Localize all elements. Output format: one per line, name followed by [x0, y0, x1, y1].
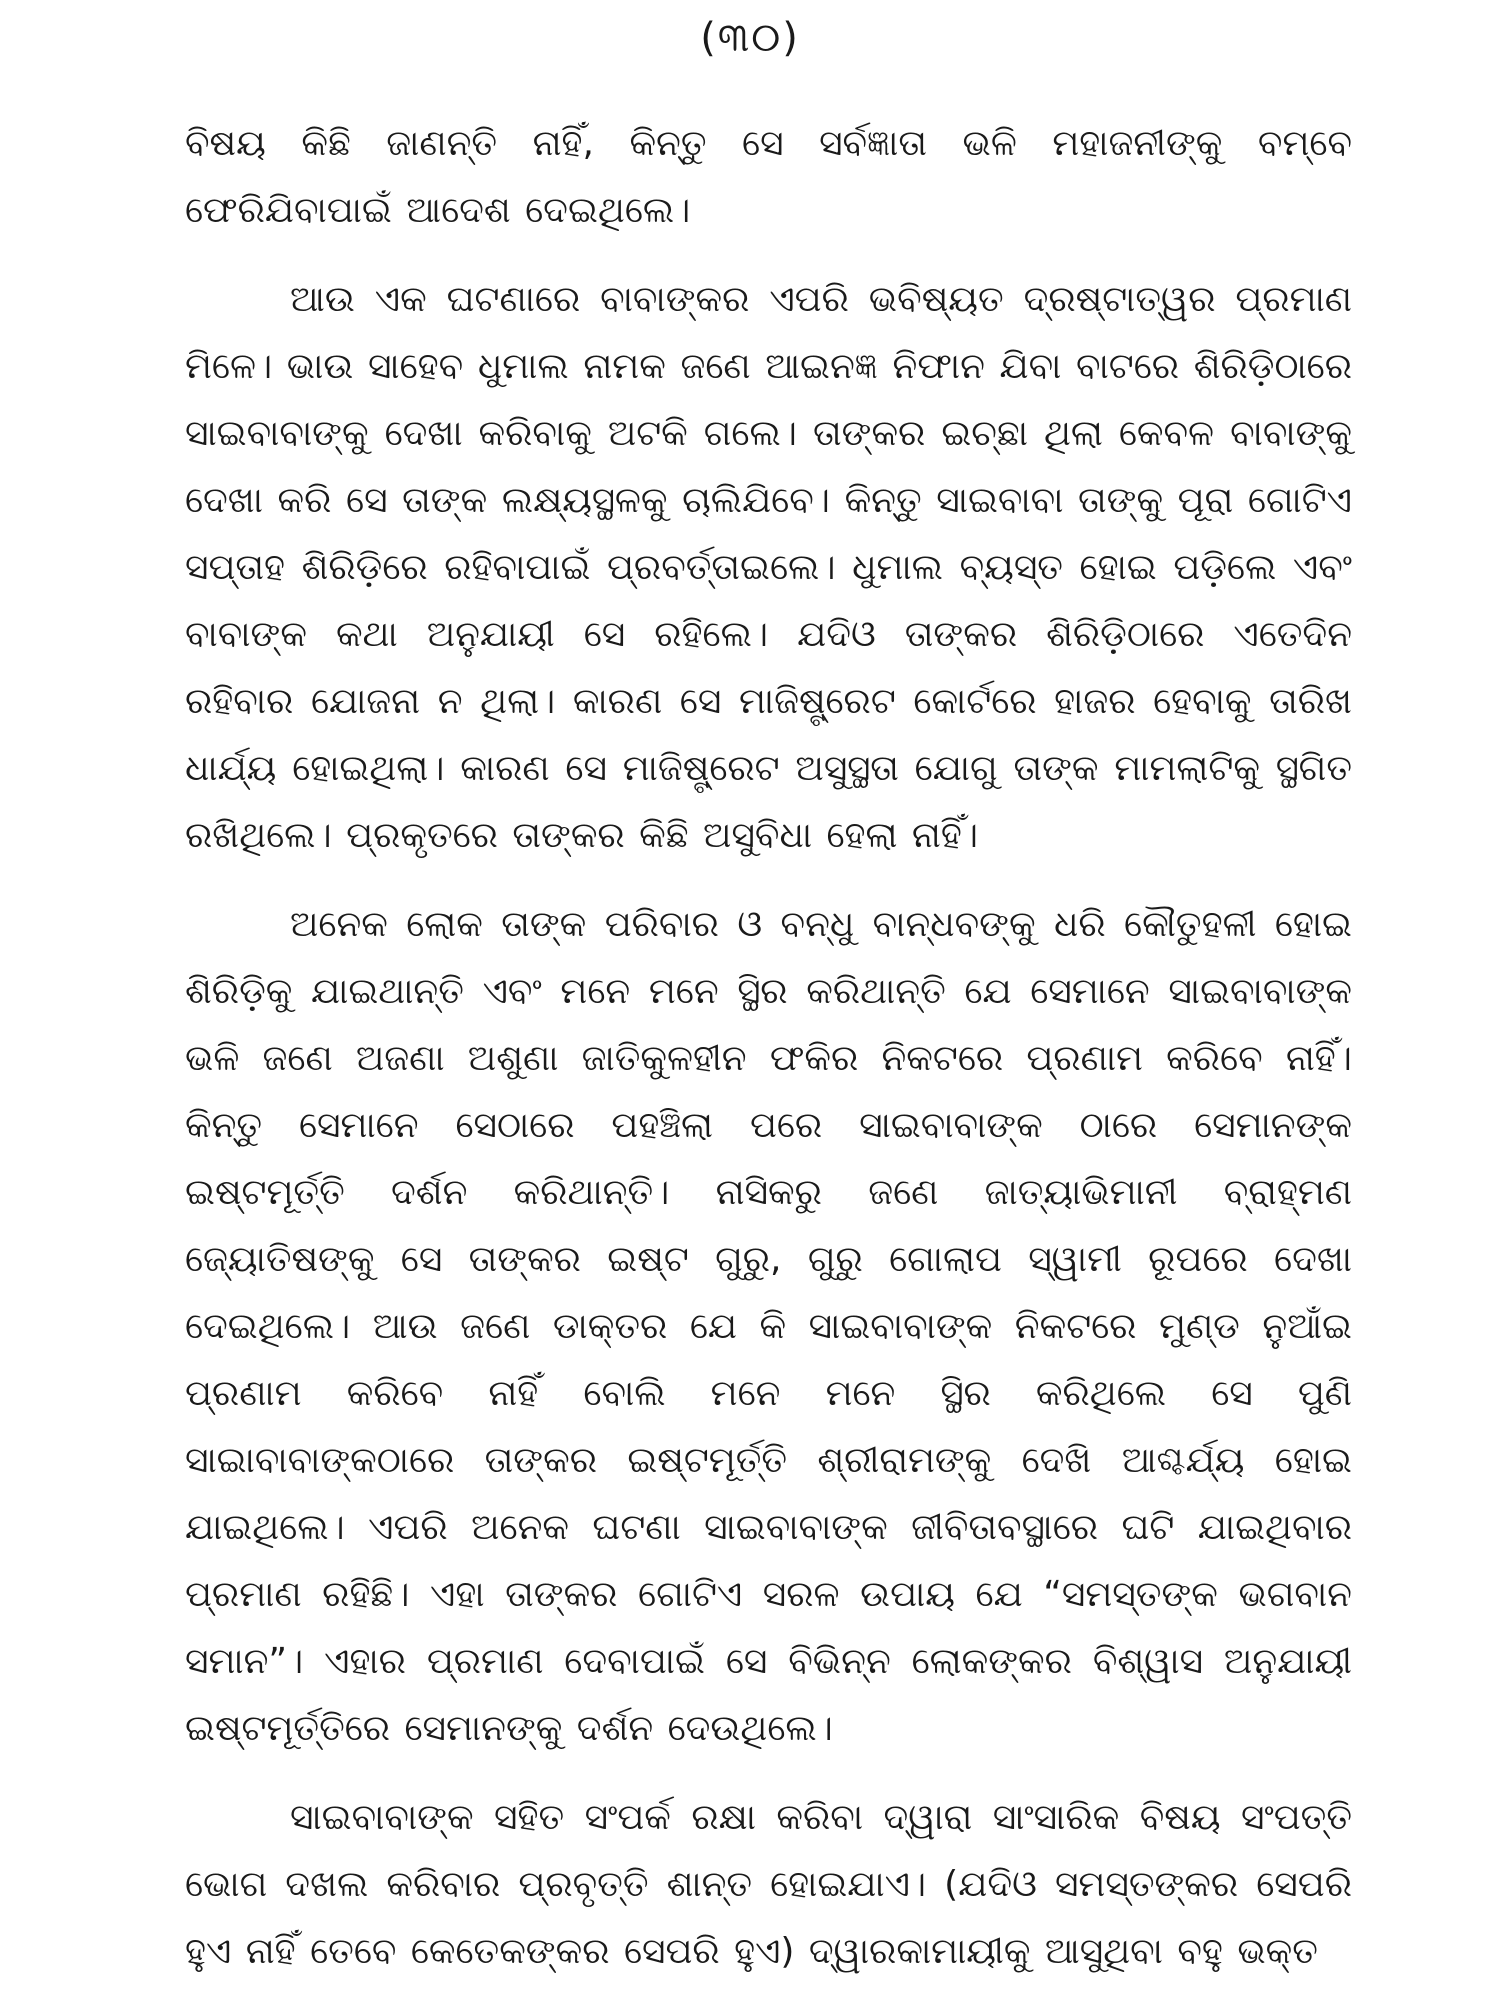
paragraph-ishtamurti: ଅନେକ ଲୋକ ତାଙ୍କ ପରିବାର ଓ ବନ୍ଧୁ ବାନ୍ଧବଙ୍କୁ ଧରି କୌତୁହଳୀ ହୋଇ ଶିରିଡ଼ିକୁ ଯାଇଥାନ୍ତି ଏବଂ ମନେ ମନେ ସ୍ଥିର କରିଥାନ୍ତି ଯେ ସେମାନେ ସାଇବାବାଙ୍କ ଭଳି ଜଣେ ଅଜଣା ଅଶୁଣା ଜାତିକୁଳହୀନ ଫକିର ନିକଟରେ ପ୍ରଣାମ କରିବେ ନାହିଁ। କିନ୍ତୁ ସେମାନେ ସେଠାରେ ପହଞ୍ଚିଲା ପରେ ସାଇବାବାଙ୍କ ଠାରେ ସେମାନଙ୍କ ଇଷ୍ଟମୂର୍ତ୍ତି ଦର୍ଶନ କରିଥାନ୍ତି। ନାସିକରୁ ଜଣେ ଜାତ୍ୟାଭିମାନୀ ବ୍ରାହ୍ମଣ ଜ୍ୟୋତିଷଙ୍କୁ ସେ ତାଙ୍କର ଇଷ୍ଟ ଗୁରୁ, ଗୁରୁ ଗୋଲାପ ସ୍ୱାମୀ ରୂପରେ ଦେଖା ଦେଇଥିଲେ। ଆଉ ଜଣେ ଡାକ୍ତର ଯେ କି ସାଇବାବାଙ୍କ ନିକଟରେ ମୁଣ୍ଡ ନୁଆଁଇ ପ୍ରଣାମ କରିବେ ନାହିଁ ବୋଲି ମନେ ମନେ ସ୍ଥିର କରିଥିଲେ ସେ ପୁଣି ସାଇାବାବାଙ୍କଠାରେ ତାଙ୍କର ଇଷ୍ଟମୂର୍ତ୍ତି ଶ୍ରୀରାମଙ୍କୁ ଦେଖି ଆଶ୍ଚର୍ଯ୍ୟ ହୋଇ ଯାଇଥିଲେ। ଏପରି ଅନେକ ଘଟଣା ସାଇବାବାଙ୍କ ଜୀବିତାବସ୍ଥାରେ ଘଟି ଯାଇଥିବାର ପ୍ରମାଣ ରହିଛି। ଏହା ତାଙ୍କର ଗୋଟିଏ ସରଳ ଉପାୟ ଯେ “ସମସ୍ତଙ୍କ ଭଗବାନ ସମାନ”। ଏହାର ପ୍ରମାଣ ଦେବାପାଇଁ ସେ ବିଭିନ୍ନ ଲୋକଙ୍କର ବିଶ୍ୱାସ ଅନୁଯାୟୀ ଇଷ୍ଟମୂର୍ତ୍ତିରେ ସେମାନଙ୍କୁ ଦର୍ଶନ ଦେଉଥିଲେ।: [185, 904, 1353, 1749]
paragraph-worldly-detachment: ସାଇବାବାଙ୍କ ସହିତ ସଂପର୍କ ରକ୍ଷା କରିବା ଦ୍ୱାରା ସାଂସାରିକ ବିଷୟ ସଂପତ୍ତି ଭୋଗ ଦଖଲ କରିବାର ପ୍ରବୃତ୍ତି ଶାନ୍ତ ହୋଇଯାଏ। (ଯଦିଓ ସମସ୍ତଙ୍କର ସେପରି ହୁଏ ନାହିଁ ତେବେ କେତେକଙ୍କର ସେପରି ହୁଏ) ଦ୍ୱାରକାମାୟୀକୁ ଆସୁଥିବା ବହୁ ଭକ୍ତ: [185, 1797, 1352, 1972]
paragraph-continuation: ବିଷୟ କିଛି ଜାଣନ୍ତି ନାହିଁ, କିନ୍ତୁ ସେ ସର୍ବଜ୍ଞାତା ଭଳି ମହାଜନୀଙ୍କୁ ବମ୍ବେ ଫେରିଯିବାପାଇଁ ଆଦେଶ ଦେଇଥିଲେ।: [185, 123, 1352, 231]
paragraph-dhumal: ଆଉ ଏକ ଘଟଣାରେ ବାବାଙ୍କର ଏପରି ଭବିଷ୍ୟତ ଦ୍ରଷ୍ଟାତ୍ୱର ପ୍ରମାଣ ମିଳେ। ଭାଉ ସାହେବ ଧୁମାଲ ନାମକ ଜଣେ ଆଇନଜ୍ଞ ନିଫାନ ଯିବା ବାଟରେ ଶିରିଡ଼ିଠାରେ ସାଇବାବାଙ୍କୁ ଦେଖା କରିବାକୁ ଅଟକି ଗଲେ। ତାଙ୍କର ଇଚ୍ଛା ଥିଲା କେବଳ ବାବାଙ୍କୁ ଦେଖା କରି ସେ ତାଙ୍କ ଲକ୍ଷ୍ୟସ୍ଥଳକୁ ଚାଲିଯିବେ। କିନ୍ତୁ ସାଇବାବା ତାଙ୍କୁ ପୂରା ଗୋଟିଏ ସପ୍ତାହ ଶିରିଡ଼ିରେ ରହିବାପାଇଁ ପ୍ରବର୍ତ୍ତାଇଲେ। ଧୁମାଲ ବ୍ୟସ୍ତ ହୋଇ ପଡ଼ିଲେ ଏବଂ ବାବାଙ୍କ କଥା ଅନୁଯାୟୀ ସେ ରହିଲେ। ଯଦିଓ ତାଙ୍କର ଶିରିଡ଼ିଠାରେ ଏତେଦିନ ରହିବାର ଯୋଜନା ନ ଥିଲା। କାରଣ ସେ ମାଜିଷ୍ଟ୍ରେଟ କୋର୍ଟରେ ହାଜର ହେବାକୁ ତାରିଖ ଧାର୍ଯ୍ୟ ହୋଇଥିଲା। କାରଣ ସେ ମାଜିଷ୍ଟ୍ରେଟ ଅସୁସ୍ଥତା ଯୋଗୁ ତାଙ୍କ ମାମଲାଟିକୁ ସ୍ଥଗିତ ରଖିଥିଲେ। ପ୍ରକୃତରେ ତାଙ୍କର କିଛି ଅସୁବିଧା ହେଲା ନାହିଁ।: [185, 279, 1352, 856]
page-body: [185, 110, 1352, 2007]
page-number: (୩୦): [700, 15, 800, 61]
